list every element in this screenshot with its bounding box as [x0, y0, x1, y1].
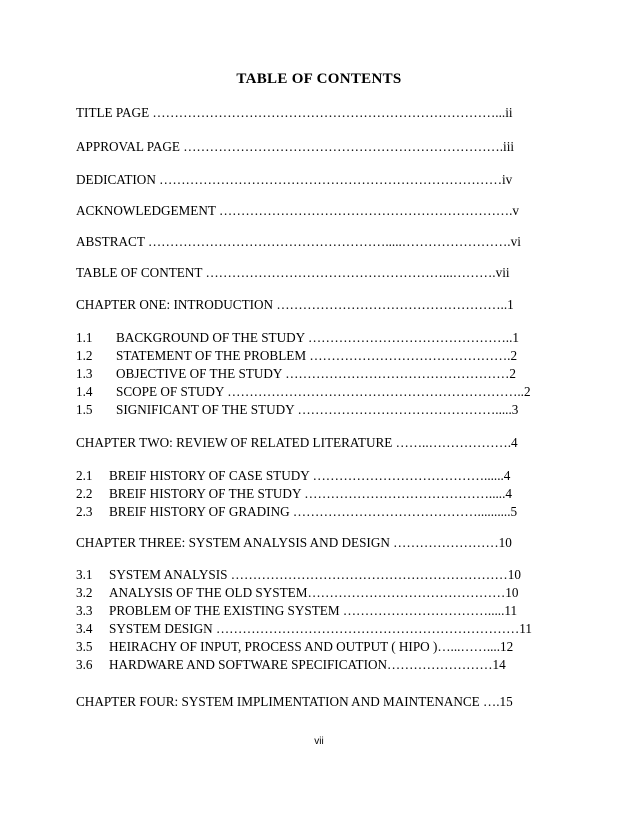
toc-entry-text: CHAPTER THREE: SYSTEM ANALYSIS AND DESIGN ……………………10: [76, 535, 512, 550]
toc-entry-text: BACKGROUND OF THE STUDY ………………………………………..1: [116, 330, 519, 345]
toc-entry-2-3: [76, 503, 568, 521]
toc-entry-1-3: [76, 365, 568, 383]
toc-entry-text: BREIF HISTORY OF GRADING ……………………………………..........5: [109, 504, 518, 519]
toc-entry-text: ABSTRACT ……………………………………………….....…………………….vi: [76, 234, 521, 249]
toc-entry-text: TABLE OF CONTENT ………………………………………………...……….vii: [76, 265, 510, 280]
toc-entry-text: TITLE PAGE ……………………………………………………………………...ii: [76, 105, 513, 120]
toc-entry-text: SYSTEM DESIGN ……………………………………………………………11: [109, 621, 532, 636]
section-number: 3.2: [76, 585, 93, 600]
toc-entry-3-1: [76, 566, 568, 584]
toc-entry-acknowledgement: [76, 202, 568, 220]
page-number: vii: [314, 736, 324, 747]
toc-entry-text: ANALYSIS OF THE OLD SYSTEM………………………………………10: [109, 585, 519, 600]
section-number: 1.1: [76, 330, 93, 345]
section-number: 2.3: [76, 504, 93, 519]
toc-entry-dedication: [76, 171, 568, 189]
toc-entry-2-2: [76, 485, 568, 503]
toc-entry-text: ACKNOWLEDGEMENT ………………………………………………………….v: [76, 203, 519, 218]
section-number: 1.5: [76, 402, 93, 417]
toc-entry-1-4: [76, 383, 568, 401]
toc-entry-3-5: [76, 638, 568, 656]
toc-entry-text: CHAPTER FOUR: SYSTEM IMPLIMENTATION AND MAINTENANCE ….15: [76, 694, 513, 709]
toc-entry-text: HARDWARE AND SOFTWARE SPECIFICATION……………………14: [109, 657, 506, 672]
toc-entry-1-5: [76, 401, 568, 419]
toc-entry-text: APPROVAL PAGE ……………………………………………………………….iii: [76, 139, 515, 154]
toc-entry-text: CHAPTER ONE: INTRODUCTION ……………………………………………..1: [76, 297, 514, 312]
toc-entry-text: PROBLEM OF THE EXISTING SYSTEM …………………………….....11: [109, 603, 518, 618]
toc-chapter-three: [76, 534, 568, 552]
toc-title: TABLE OF CONTENTS: [236, 71, 402, 87]
toc-entry-text: DEDICATION ……………………………………………………………………iv: [76, 172, 513, 187]
toc-entry-text: SIGNIFICANT OF THE STUDY ……………………………………….....3: [116, 402, 519, 417]
section-number: 3.6: [76, 657, 93, 672]
toc-entry-2-1: [76, 467, 568, 485]
toc-chapter-one: [76, 296, 568, 314]
toc-entry-table-of-content: [76, 264, 568, 282]
toc-entry-3-6: [76, 656, 568, 674]
toc-entry-text: STATEMENT OF THE PROBLEM ……………………………………….2: [116, 348, 518, 363]
toc-entry-1-2: [76, 347, 568, 365]
toc-chapter-four: [76, 693, 571, 711]
toc-entry-approval-page: [76, 138, 568, 156]
toc-chapter-two: [76, 434, 568, 452]
section-number: 2.2: [76, 486, 93, 501]
toc-entry-text: OBJECTIVE OF THE STUDY ……………………………………………2: [116, 366, 517, 381]
toc-entry-3-4: [76, 620, 568, 638]
section-number: 1.3: [76, 366, 93, 381]
section-number: 1.4: [76, 384, 93, 399]
section-number: 3.3: [76, 603, 93, 618]
toc-entry-title-page: [76, 104, 568, 122]
section-number: 2.1: [76, 468, 93, 483]
toc-entry-text: CHAPTER TWO: REVIEW OF RELATED LITERATURE ……..……………….4: [76, 435, 518, 450]
toc-entry-text: HEIRACHY OF INPUT, PROCESS AND OUTPUT ( HIPO )…...……....12: [109, 639, 514, 654]
toc-entry-text: SCOPE OF STUDY …………………………………………………………..2: [116, 384, 531, 399]
toc-entry-text: BREIF HISTORY OF CASE STUDY …………………………………......4: [109, 468, 511, 483]
section-number: 3.1: [76, 567, 93, 582]
section-number: 3.4: [76, 621, 93, 636]
toc-entry-1-1: [76, 329, 568, 347]
toc-entry-text: SYSTEM ANALYSIS ………………………………………………………10: [109, 567, 521, 582]
toc-entry-3-2: [76, 584, 568, 602]
toc-entry-3-3: [76, 602, 568, 620]
section-number: 1.2: [76, 348, 93, 363]
section-number: 3.5: [76, 639, 93, 654]
toc-entry-abstract: [76, 233, 568, 251]
toc-entry-text: BREIF HISTORY OF THE STUDY …………………………………….....4: [109, 486, 512, 501]
